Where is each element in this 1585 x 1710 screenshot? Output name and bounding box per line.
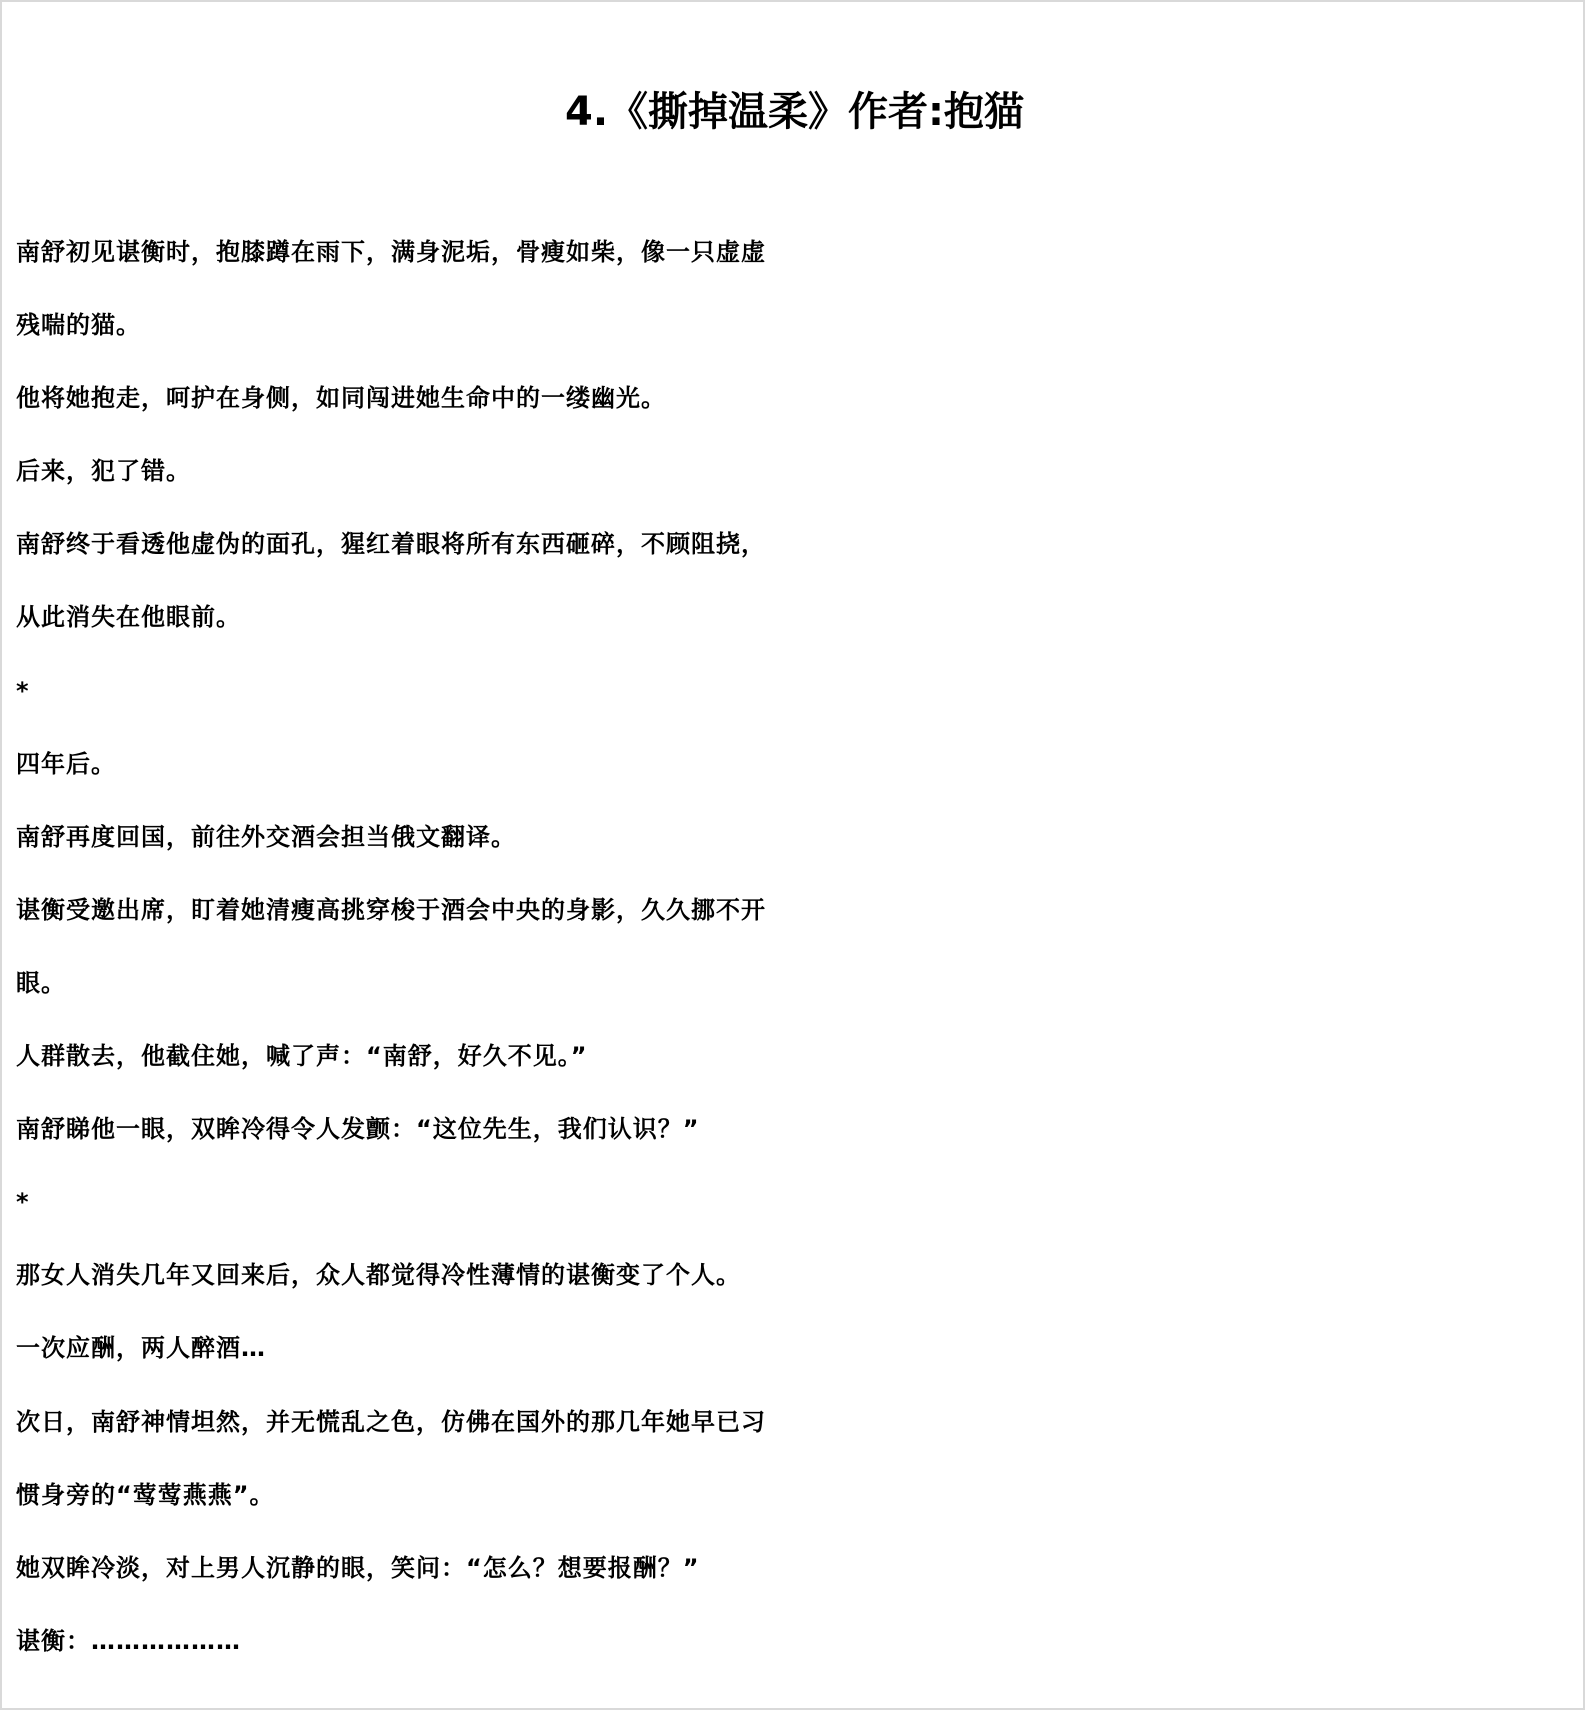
text-line: 南舒终于看透他虚伪的面孔，猩红着眼将所有东西砸碎，不顾阻挠，	[16, 530, 766, 559]
text-line: 四年后。	[16, 749, 116, 778]
text-line: 南舒再度回国，前往外交酒会担当俄文翻译。	[16, 822, 516, 851]
text-line: 他将她抱走，呵护在身侧，如同闯进她生命中的一缕幽光。	[16, 384, 666, 413]
synopsis-text	[16, 216, 1585, 1678]
page-title: 4.《撕掉温柔》作者:抱猫	[564, 89, 1025, 135]
text-line: 南舒睇他一眼，双眸冷得令人发颤：“这位先生，我们认识？”	[16, 1115, 700, 1144]
text-line: 从此消失在他眼前。	[16, 603, 241, 632]
text-line: 南舒初见谌衡时，抱膝蹲在雨下，满身泥垢，骨瘦如柴，像一只虚虚	[16, 238, 766, 266]
text-line: 惯身旁的“莺莺燕燕”。	[16, 1480, 275, 1509]
section-separator: *	[16, 676, 30, 705]
text-line: 谌衡受邀出席，盯着她清瘦高挑穿梭于酒会中央的身影，久久挪不开	[16, 895, 766, 924]
text-line: 后来，犯了错。	[16, 457, 191, 486]
text-line: 她双眸冷淡，对上男人沉静的眼，笑问：“怎么？想要报酬？”	[16, 1553, 700, 1582]
text-line: 眼。	[16, 968, 66, 997]
text-line: 谌衡：………………	[16, 1626, 241, 1655]
text-line: 一次应酬，两人醉酒…	[16, 1334, 266, 1363]
text-line: 人群散去，他截住她，喊了声：“南舒，好久不见。”	[16, 1042, 588, 1071]
text-line: 那女人消失几年又回来后，众人都觉得冷性薄情的谌衡变了个人。	[16, 1261, 741, 1290]
text-line: 残喘的猫。	[16, 311, 141, 340]
section-separator: *	[16, 1188, 30, 1217]
text-line: 次日，南舒神情坦然，并无慌乱之色，仿佛在国外的那几年她早已习	[16, 1407, 766, 1436]
